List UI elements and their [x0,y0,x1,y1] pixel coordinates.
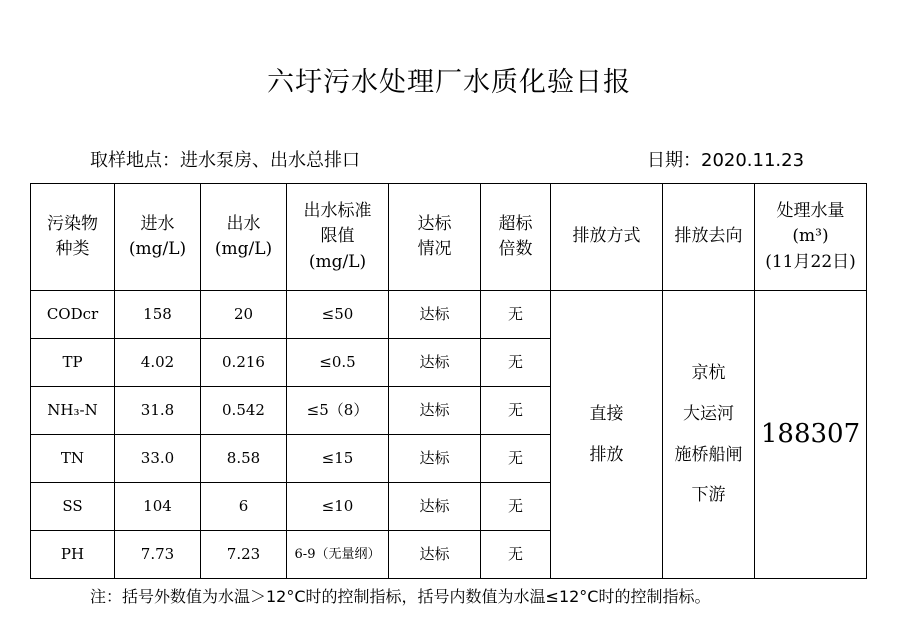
cell-influent: 4.02 [115,339,201,387]
discharge-destination-cell: 京杭 大运河 施桥船闸 下游 [663,291,755,579]
cell-limit: ≤15 [287,435,389,483]
cell-exceed: 无 [481,435,551,483]
cell-effluent: 6 [201,483,287,531]
cell-effluent: 0.216 [201,339,287,387]
cell-exceed: 无 [481,483,551,531]
cell-pollutant: TN [31,435,115,483]
cell-effluent: 7.23 [201,531,287,579]
table-row [31,291,867,339]
cell-pollutant: NH₃-N [31,387,115,435]
cell-effluent: 20 [201,291,287,339]
cell-exceed: 无 [481,387,551,435]
cell-exceed: 无 [481,339,551,387]
cell-pollutant: PH [31,531,115,579]
cell-effluent: 8.58 [201,435,287,483]
discharge-method-cell: 直接 排放 [551,291,663,579]
water-quality-table [30,183,867,579]
header-status: 达标 情况 [389,184,481,291]
cell-influent: 158 [115,291,201,339]
header-effluent: 出水 (mg/L) [201,184,287,291]
cell-limit: ≤10 [287,483,389,531]
cell-limit: ≤5（8） [287,387,389,435]
cell-status: 达标 [389,339,481,387]
cell-pollutant: CODcr [31,291,115,339]
header-exceed-multiple: 超标 倍数 [481,184,551,291]
cell-limit: ≤0.5 [287,339,389,387]
table-header-row [31,184,867,291]
cell-status: 达标 [389,387,481,435]
cell-status: 达标 [389,531,481,579]
header-limit: 出水标准 限值 (mg/L) [287,184,389,291]
report-date: 日期：2020.11.23 [647,150,805,171]
cell-influent: 31.8 [115,387,201,435]
cell-exceed: 无 [481,291,551,339]
header-treated-volume: 处理水量 (m³) (11月22日) [755,184,867,291]
header-discharge-method: 排放方式 [551,184,663,291]
cell-limit: 6-9（无量纲） [287,531,389,579]
cell-limit: ≤50 [287,291,389,339]
footnote: 注：括号外数值为水温＞12°C时的控制指标，括号内数值为水温≤12°C时的控制指标。 [90,587,711,606]
cell-status: 达标 [389,291,481,339]
header-pollutant: 污染物 种类 [31,184,115,291]
report-title: 六圩污水处理厂水质化验日报 [267,67,631,98]
cell-status: 达标 [389,483,481,531]
cell-influent: 7.73 [115,531,201,579]
cell-effluent: 0.542 [201,387,287,435]
sampling-location: 取样地点：进水泵房、出水总排口 [90,150,360,171]
cell-status: 达标 [389,435,481,483]
cell-pollutant: SS [31,483,115,531]
cell-influent: 104 [115,483,201,531]
cell-pollutant: TP [31,339,115,387]
header-discharge-destination: 排放去向 [663,184,755,291]
cell-exceed: 无 [481,531,551,579]
treated-volume-value: 188307 [755,291,867,579]
header-influent: 进水 (mg/L) [115,184,201,291]
cell-influent: 33.0 [115,435,201,483]
